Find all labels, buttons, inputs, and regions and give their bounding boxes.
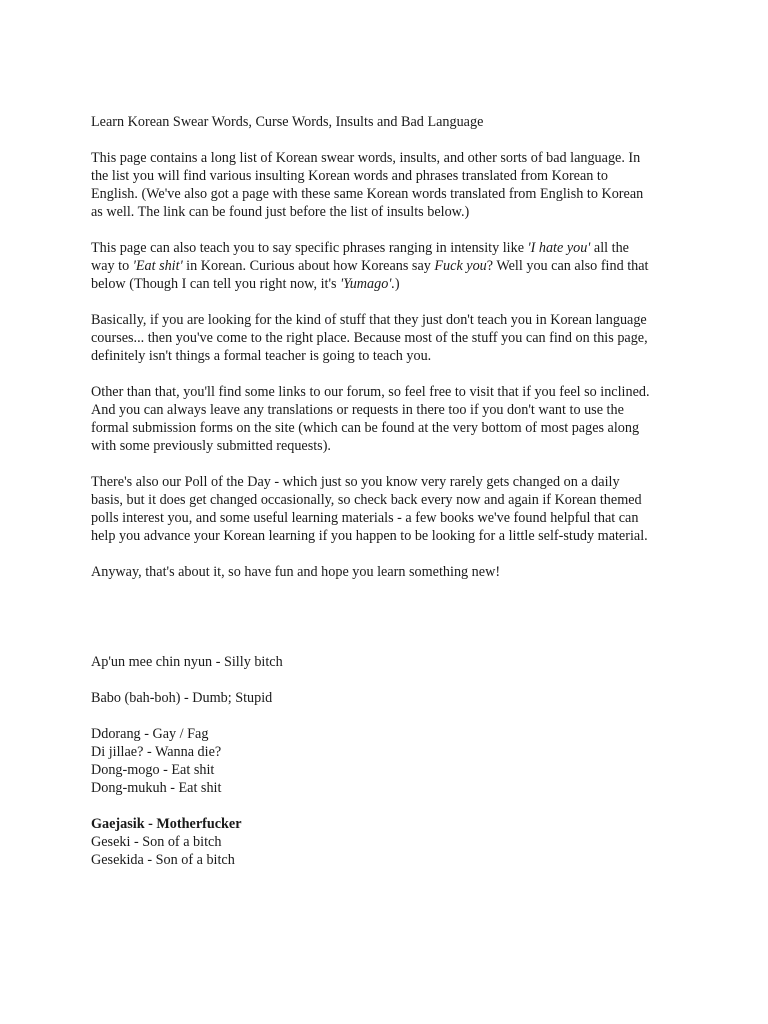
glossary-group-b (91, 689, 651, 707)
emphasis-yumago: 'Yumago'. (340, 276, 395, 292)
glossary-entry-bold: Gaejasik - Motherfucker (91, 816, 242, 832)
intro-section (91, 149, 651, 581)
text-run: all the way to (91, 240, 629, 274)
glossary-entry: Dong-mukuh - Eat shit (91, 780, 222, 796)
glossary-group-d (91, 725, 651, 797)
glossary-entry: Dong-mogo - Eat shit (91, 762, 215, 778)
emphasis-fuck-you: Fuck you (434, 258, 487, 274)
intro-paragraph-3: Basically, if you are looking for the kind of stuff that they just don't teach you in Korean language courses... then you've come to the right place. Because most of the stuff you can find on this page, definitely isn't things a formal teacher is going to teach you. (91, 312, 648, 364)
emphasis-eat-shit: 'Eat shit' (132, 258, 183, 274)
text-run: in Korean. Curious about how Koreans say (182, 258, 435, 274)
glossary-entry: Geseki - Son of a bitch (91, 834, 222, 850)
intro-paragraph-2 (91, 239, 651, 293)
glossary-list (91, 653, 651, 869)
glossary-group-g (91, 815, 651, 869)
intro-paragraph-6: Anyway, that's about it, so have fun and hope you learn something new! (91, 564, 501, 580)
glossary-entry: Gesekida - Son of a bitch (91, 852, 235, 868)
intro-paragraph-4: Other than that, you'll find some links to our forum, so feel free to visit that if you feel so inclined. And you can always leave any translations or requests in there too if you don't want to use the formal submission forms on the site (which can be found at the very bottom of most pages along with some previously submitted requests). (91, 384, 650, 454)
glossary-entry: Ddorang - Gay / Fag (91, 726, 209, 742)
page-title: Learn Korean Swear Words, Curse Words, Insults and Bad Language (91, 114, 484, 130)
emphasis-i-hate-you: 'I hate you' (527, 240, 591, 256)
blank-space (91, 599, 651, 653)
intro-paragraph-5: There's also our Poll of the Day - which just so you know very rarely gets changed on a daily basis, but it does get changed occasionally, so check back every now and again if Korean themed polls interest you, and some useful learning materials - a few books we've found helpful that can help you advance your Korean learning if you happen to be looking for a little self-study material. (91, 474, 648, 544)
intro-paragraph-1: This page contains a long list of Korean swear words, insults, and other sorts of bad language. In the list you will find various insulting Korean words and phrases translated from Korean to English. (We've also got a page with these same Korean words translated from English to Korean as well. The link can be found just before the list of insults below.) (91, 150, 644, 220)
text-run: ) (394, 276, 400, 292)
glossary-entry: Ap'un mee chin nyun - Silly bitch (91, 654, 283, 670)
text-run: This page can also teach you to say specific phrases ranging in intensity like (91, 240, 528, 256)
glossary-group-a (91, 653, 651, 671)
glossary-entry: Di jillae? - Wanna die? (91, 744, 222, 760)
document-page (91, 113, 651, 887)
glossary-entry: Babo (bah-boh) - Dumb; Stupid (91, 690, 273, 706)
text-run: ? Well you can also find that below (Though I can tell you right now, it's (91, 258, 649, 292)
